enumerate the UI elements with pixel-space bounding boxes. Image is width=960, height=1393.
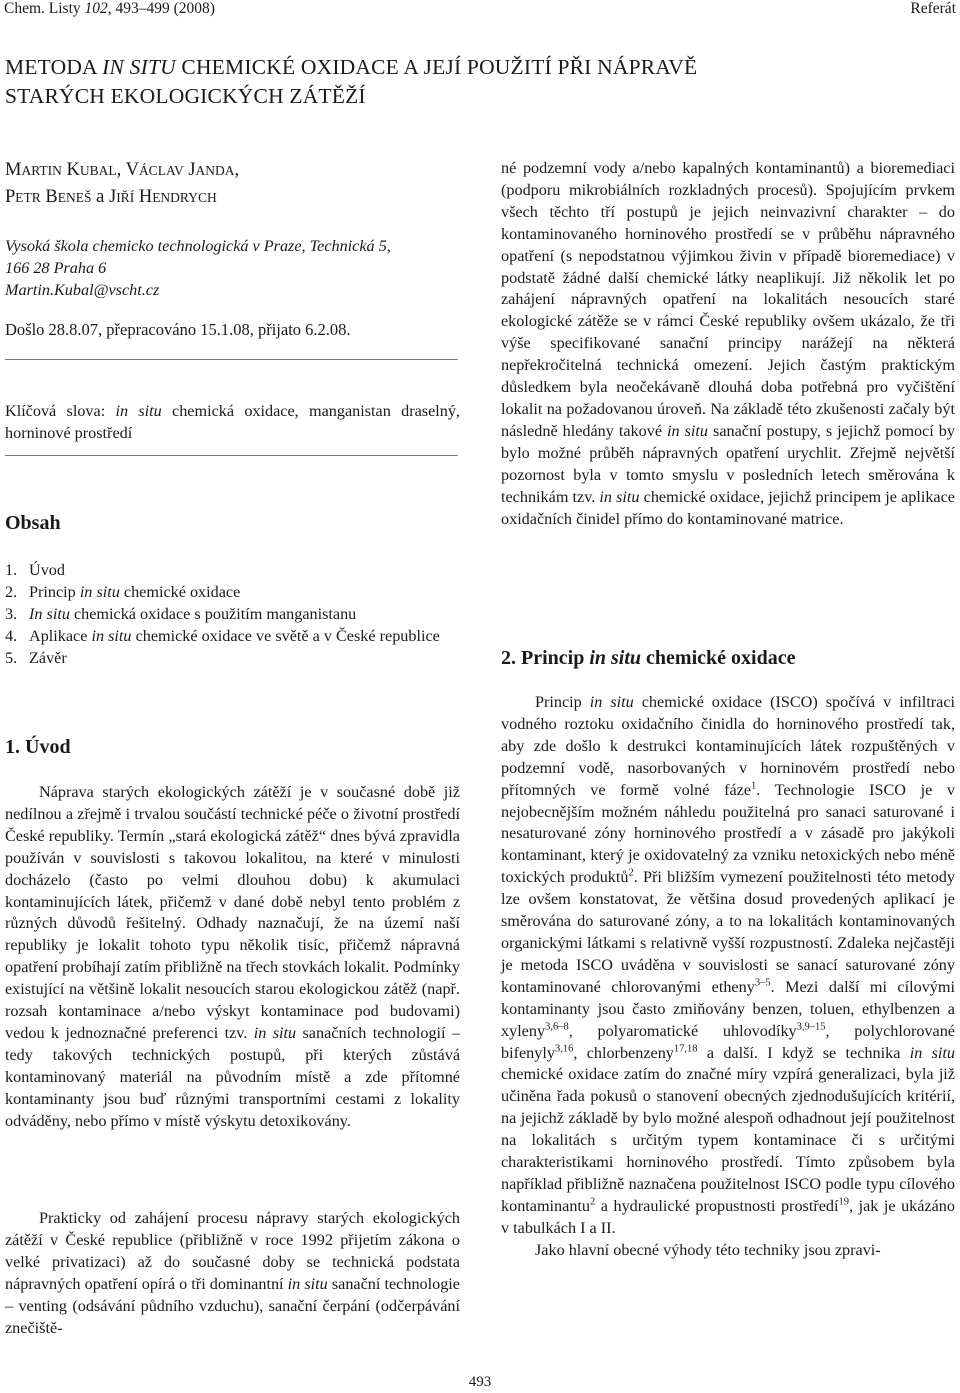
toc-number: 3.	[5, 604, 18, 623]
section-2-body: Princip in situ chemické oxidace (ISCO) spočívá v infiltraci vodného roztoku oxidačního činidla do horninového prostředí tak, aby zde došlo k destrukci kontaminujících látek rozpuštěných v podzemní vodě, nasorbovaných v horninovém prostředí nebo přítomných ve formě volné fáze$^1$. Technologie ISCO je v nejobecnějším možném náhledu použitelná pro sanaci saturované i nesaturované zóny horninového prostředí a v zásadě pro jakýkoli kontaminant, který je oxidovatelný za vzniku netoxických nebo méně toxických produktů$^2$. Při bližším vymezení použitelnosti této metody lze ovšem konstatovat, že většina dosud provedených aplikací je směrována do saturované zóny, a to na lokalitách kontaminovaných organickými látkami s relativně vyšší rozpustností. Zdaleka nejčastěji je metoda ISCO uváděna v souvislosti se sanací saturované zóny kontaminované chlorovanými etheny$^{3-5}$. Mezi další mi cílovými kontaminanty jsou často zmiňovány benzen, toluen, ethylbenzen a xyleny$^{3,6-8}$, polyaromatické uhlovodíky$^{3,9-15}$, polychlorované bifenyly$^{3,16}$, chlorbenzeny$^{17,18}$ a další. I když se technika in situ chemické oxidace zatím do značné míry vzpírá generalizaci, byla již učiněna řada pokusů o stanovení obecných zjednodušujících kritérií, na jejichž základě by bylo možné alespoň odhadnout její použitelnost na lokalitách s určitým typem kontaminace či s určitými charakteristikami horninového prostředí. Tímto způsobem byla například přibližně naznačena použitelnost ISCO podle typu cílového kontaminantu$^2$ a hydraulické propustnosti prostředí$^{19}$, jak je ukázáno v tabulkách I a II. Jako hlavní obecné výhody této techniky jsou zpravi-	[501, 693, 955, 1259]
author-email[interactable]: Martin.Kubal@vscht.cz	[5, 280, 160, 299]
authors: MARTIN KUBAL, VÁCLAV JANDA, PETR BENEŠ a JIŘÍ HENDRYCH	[5, 160, 240, 207]
toc-item	[5, 582, 460, 604]
toc-title: Úvod	[29, 561, 65, 579]
section-1-paragraph-2: Prakticky od zahájení procesu nápravy starých ekologických zátěží v České republice (přibližně v roce 1992 přijetím zákona o velké privatizaci) až do současné doby se technická podstata nápravných opatření opírá o tři dominantní in situ sanační technologie – venting (odsávání půdního vzduchu), sanační čerpání (odčerpávání znečiště-	[5, 1209, 460, 1337]
right-column-paragraph: né podzemní vody a/nebo kapalných kontaminantů) a bioremediaci (podporu mikrobiálních rozkladných procesů). Spojujícím prvkem všech těchto tří postupů je jejich neinvazivní charakter – do kontaminovaného horninového prostředí se v průběhu nápravného opatření (s nepodstatnou výjimkou živin v případě bioremediace) v podstatě žádné další chemické látky neaplikují. Již několik let po zahájení nápravných opatření na lokalitách nesoucích staré ekologické zátěže se v rámci České republiky ovšem ukázalo, že tři výše specifikované sanační principy narážejí na některá nepřekročitelná technická omezení. Jejich častým praktickým důsledkem byla neočekávaně dlouhá doba potřebná pro vyčištění lokalit na požadovanou úroveň. Na základě této zkušenosti začaly být následně hledány takové in situ sanační postupy, s jejichž pomocí by bylo možné průběh nápravných opatření urychlit. Zřejmě největší pozornost byla v tomto smyslu v posledních letech směrována k technikám tzv. in situ chemické oxidace, jejichž principem je aplikace oxidačních činidel přímo do kontaminované matrice.	[501, 159, 955, 528]
section-1-heading: 1. Úvod	[5, 736, 71, 758]
toc-title: Princip in situ chemické oxidace	[29, 582, 241, 601]
toc-number: 5.	[5, 648, 18, 667]
toc-item	[5, 560, 460, 582]
divider	[5, 455, 458, 456]
table-of-contents	[5, 560, 460, 670]
page-number: 493	[468, 1374, 492, 1390]
section-label: Referát	[910, 0, 956, 17]
received-dates: Došlo 28.8.07, přepracováno 15.1.08, přijato 6.2.08.	[5, 320, 351, 339]
toc-item	[5, 604, 460, 626]
keywords: Klíčová slova: in situ chemická oxidace, manganistan draselný, horninové prostředí	[5, 402, 460, 442]
toc-number: 4.	[5, 626, 18, 645]
article-title: METODA IN SITU CHEMICKÉ OXIDACE A JEJÍ POUŽITÍ PŘI NÁPRAVĚ STARÝCH EKOLOGICKÝCH ZÁTĚŽÍ	[5, 55, 698, 108]
toc-heading: Obsah	[5, 512, 61, 534]
journal-citation: Chem. Listy 102, 493–499 (2008)	[4, 0, 215, 17]
toc-title: Aplikace in situ chemické oxidace ve světě a v České republice	[29, 626, 440, 645]
section-2-heading: 2. Princip in situ chemické oxidace	[501, 647, 796, 669]
affiliation: Vysoká škola chemicko technologická v Praze, Technická 5, 166 28 Praha 6 Martin.Kubal@vscht.cz	[5, 236, 460, 302]
toc-title: Závěr	[29, 648, 67, 667]
toc-title: In situ chemická oxidace s použitím manganistanu	[29, 604, 357, 623]
toc-number: 1.	[5, 561, 18, 579]
toc-item	[5, 648, 460, 670]
toc-item	[5, 626, 460, 648]
section-1-paragraph: Náprava starých ekologických zátěží je v současné době již nedílnou a zřejmě i trvalou součástí technické péče o životní prostředí České republiky. Termín „stará ekologická zátěž“ dnes bývá zpravidla používán v souvislosti s takovou lokalitou, na které v minulosti docházelo (často po velmi dlouhou dobu) k akumulaci kontaminujících látek, přičemž v dané době nebyl tento problém z různých důvodů řešitelný. Odhady naznačují, že na území naší republiky je lokalit tohoto typu několik tisíc, přičemž nápravná opatření probíhají zatím přibližně na třech stovkách lokalit. Podmínky existující na většině lokalit nesoucích starou ekologickou zátěž (např. rozsah kontaminace a/nebo výskyt kontaminace pod budovami) vedou k jednoznačné preferenci tzv. in situ sanačních technologií – tedy takových technických postupů, při kterých zůstává kontaminovaný materiál na původním místě a zde přítomné kontaminanty jsou buď různými transportními cestami z lokality odváděny, nebo přímo v místě výskytu detoxikovány.	[5, 783, 460, 1130]
toc-number: 2.	[5, 582, 18, 601]
divider	[5, 359, 458, 360]
running-header	[4, 0, 956, 20]
